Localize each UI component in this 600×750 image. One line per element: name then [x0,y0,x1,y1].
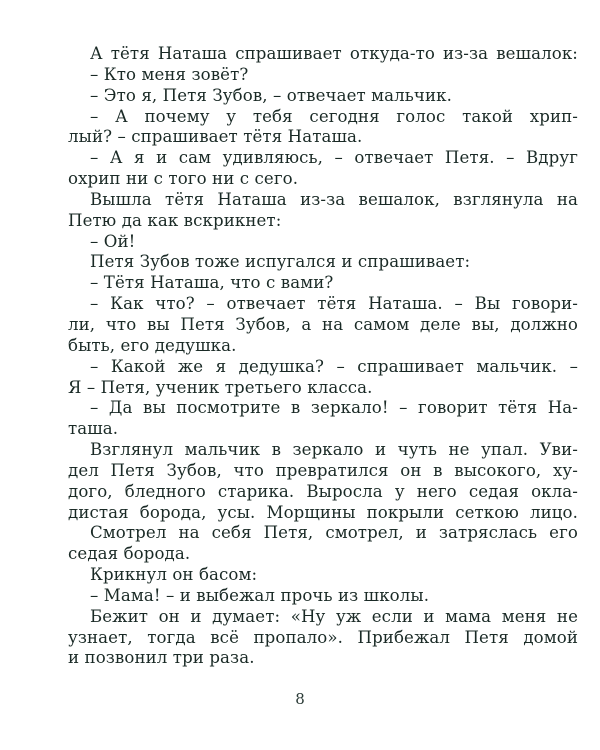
text-line: Бежит он и думает: «Ну уж если и мама меня не [90,606,578,626]
text-line: лый? – спрашивает тётя Наташа. [68,127,363,147]
text-line: охрип ни с того ни с сего. [68,169,299,189]
text-line: Крикнул он басом: [90,565,258,585]
text-line: – А я и сам удивляюсь, – отвечает Петя. – Вдруг [90,148,578,168]
text-line: узнает, тогда всё пропало». Прибежал Петя домой [68,627,578,647]
text-line: Я – Петя, ученик третьего класса. [68,377,373,397]
text-line: – Мама! – и выбежал прочь из школы. [90,585,430,605]
text-line: – Ой! [90,231,136,251]
text-line: дел Петя Зубов, что превратился он в высокого, ху- [68,460,578,480]
text-line: Петя Зубов тоже испугался и спрашивает: [90,252,471,272]
page-number: 8 [295,690,305,708]
text-line: Смотрел на себя Петя, смотрел, и затряслась его [90,523,578,543]
text-line: – Это я, Петя Зубов, – отвечает мальчик. [90,85,453,105]
text-line: – Да вы посмотрите в зеркало! – говорит тётя На- [90,398,578,418]
text-line: А тётя Наташа спрашивает откуда-то из-за вешалок: [90,44,578,63]
text-line: дистая борода, усы. Морщины покрыли сеткою лицо. [68,502,578,522]
text-line: Вышла тётя Наташа из-за вешалок, взглянула на [90,189,578,209]
text-line: – Кто меня зовёт? [90,64,249,84]
text-body [68,44,578,669]
text-line: дого, бледного старика. Выросла у него седая окла- [68,481,578,501]
text-line: – Тётя Наташа, что с вами? [90,273,334,293]
text-line: – Какой же я дедушка? – спрашивает мальчик. – [90,356,578,376]
text-line: Петю да как вскрикнет: [68,210,282,230]
text-line: ли, что вы Петя Зубов, а на самом деле вы, должно [68,314,578,334]
text-line: – А почему у тебя сегодня голос такой хрип- [90,106,578,126]
text-line: седая борода. [68,544,191,564]
text-line: таша. [68,419,119,439]
text-line: быть, его дедушка. [68,335,237,355]
text-line: Взглянул мальчик в зеркало и чуть не упал. Уви- [90,440,578,460]
text-line: – Как что? – отвечает тётя Наташа. – Вы говори- [90,294,578,314]
text-line: и позвонил три раза. [68,648,255,668]
